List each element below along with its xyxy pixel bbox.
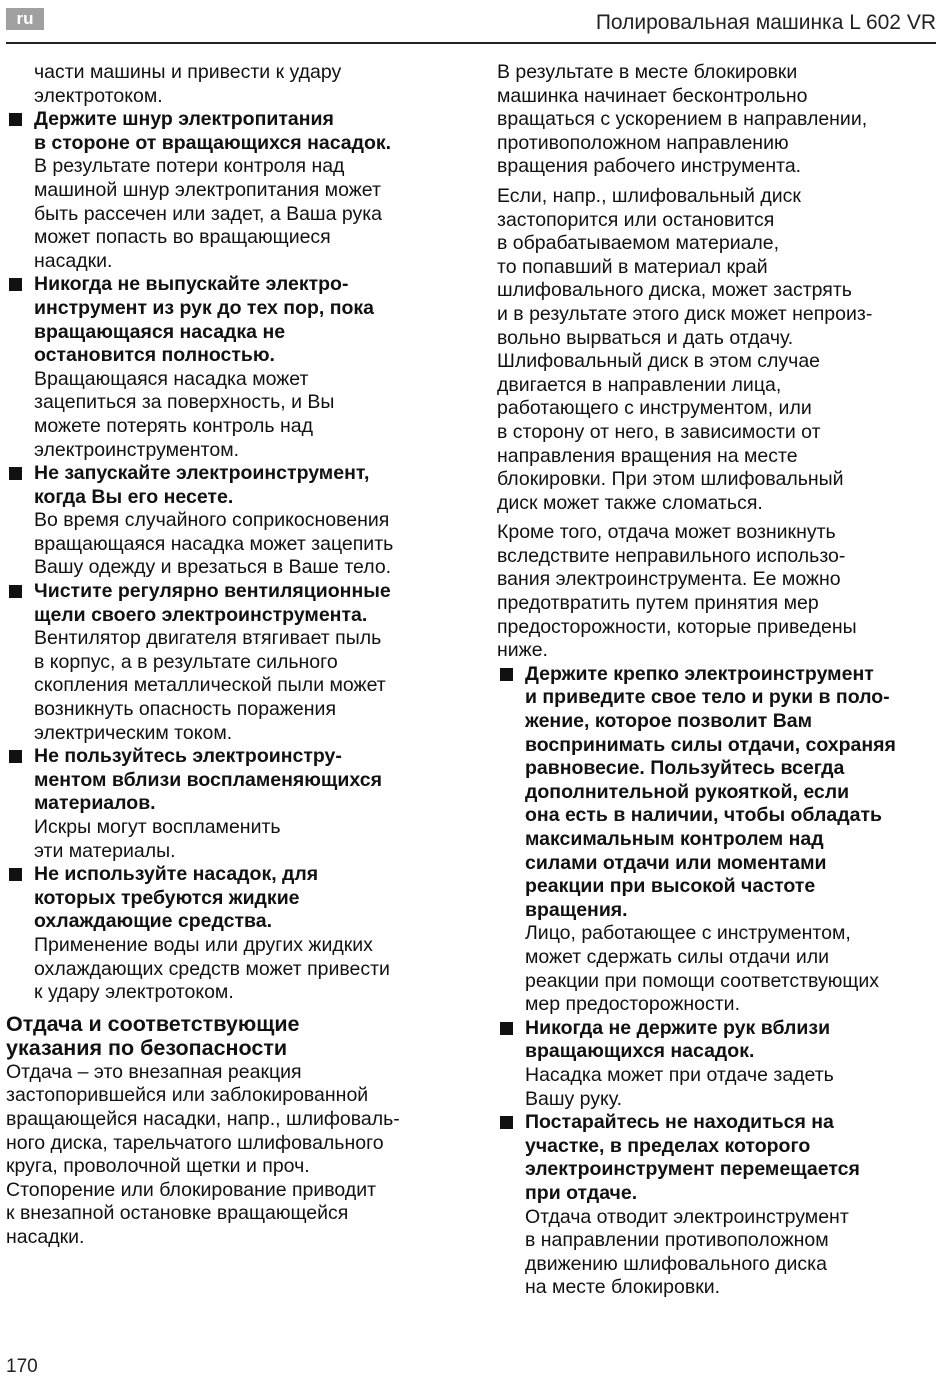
paragraph-line: электротоком. xyxy=(34,84,163,107)
item-heading-line: воспринимать силы отдачи, сохраняя xyxy=(525,733,896,756)
item-text-line: к удару электротоком. xyxy=(34,981,234,1004)
item-heading-line: Чистите регулярно вентиляционные xyxy=(34,580,391,603)
paragraph-line: Шлифовальный диск в этом случае xyxy=(497,350,821,373)
square-bullet-icon xyxy=(9,750,22,763)
paragraph-line: застопорившейся или заблокированной xyxy=(6,1084,369,1107)
item-text-line: машиной шнур электропитания может xyxy=(34,178,381,201)
square-bullet-icon xyxy=(500,668,513,681)
item-text-line: реакции при помощи соответствующих xyxy=(525,969,880,992)
item-text-line: быть рассечен или задет, а Ваша рука xyxy=(34,202,383,225)
item-text-line: может попасть во вращающиеся xyxy=(34,226,331,249)
paragraph-line: работающего с инструментом, или xyxy=(497,397,812,420)
item-text-line: электроинструментом. xyxy=(34,438,240,461)
item-heading-line: Держите крепко электроинструмент xyxy=(525,662,874,685)
item-heading-line: которых требуются жидкие xyxy=(34,886,300,909)
square-bullet-icon xyxy=(9,113,22,126)
item-heading-line: Не используйте насадок, для xyxy=(34,863,319,886)
item-text-line: зацепиться за поверхность, и Вы xyxy=(34,391,335,414)
item-heading-line: материалов. xyxy=(34,792,156,815)
paragraph-line: вращаться с ускорением в направлении, xyxy=(497,108,868,131)
page-number: 170 xyxy=(6,1356,38,1377)
paragraph-line: круга, проволочной щетки и проч. xyxy=(6,1155,310,1178)
item-heading-line: максимальным контролем над xyxy=(525,828,824,850)
paragraph-line: Кроме того, отдача может возникнуть xyxy=(497,521,836,544)
item-text-line: Во время случайного соприкосновения xyxy=(34,509,390,532)
list-item xyxy=(6,108,456,273)
item-text-line: на месте блокировки. xyxy=(525,1276,721,1299)
paragraph-line: диск может также сломаться. xyxy=(497,491,763,514)
item-text-line: электрическим током. xyxy=(34,721,233,744)
square-bullet-icon xyxy=(9,278,22,291)
item-heading-line: она есть в наличии, чтобы обладать xyxy=(525,804,882,827)
item-heading-line: ментом вблизи воспламеняющихся xyxy=(34,768,382,791)
section-heading xyxy=(6,1012,456,1061)
right-column xyxy=(497,61,937,1300)
paragraph-line: Стопорение или блокирование приводит xyxy=(6,1178,377,1201)
item-heading-line: в стороне от вращающихся насадок. xyxy=(34,131,392,154)
item-text-line: Отдача отводит электроинструмент xyxy=(525,1205,849,1228)
item-heading-line: и приведите свое тело и руки в поло- xyxy=(525,686,890,709)
item-heading-line: Не запускайте электроинструмент, xyxy=(34,462,370,485)
item-text-line: эти материалы. xyxy=(34,839,176,862)
paragraph-line: направления вращения на месте xyxy=(497,444,798,467)
paragraph-line: в обрабатываемом материале, xyxy=(497,232,780,255)
paragraph-line: вращающейся насадки, напр., шлифоваль- xyxy=(6,1107,400,1130)
item-text-line: В результате потери контроля над xyxy=(34,155,345,178)
list-item xyxy=(6,745,456,863)
item-heading-line: Постарайтесь не находиться на xyxy=(525,1111,834,1134)
paragraph-line: к внезапной остановке вращающейся xyxy=(6,1202,349,1225)
paragraph-line: шлифовального диска, может застрять xyxy=(497,279,852,302)
item-heading-line: вращения. xyxy=(525,898,628,921)
paragraph-line: ниже. xyxy=(497,639,548,662)
item-text-line: в направлении противоположном xyxy=(525,1229,829,1252)
heading-line: указания по безопасности xyxy=(6,1036,288,1061)
paragraph-line: и в результате этого диск может непроиз- xyxy=(497,302,873,325)
paragraph-line: машинка начинает бесконтрольно xyxy=(497,84,808,107)
item-text-line: Лицо, работающее с инструментом, xyxy=(525,922,851,945)
item-heading-line: дополнительной рукояткой, если xyxy=(525,780,850,803)
item-text-line: можете потерять контроль над xyxy=(34,414,313,437)
square-bullet-icon xyxy=(500,1022,513,1035)
item-text-line: Вентилятор двигателя втягивает пыль xyxy=(34,627,382,650)
paragraph-line: то попавший в материал край xyxy=(497,255,768,278)
paragraph-line: вания электроинструмента. Ее можно xyxy=(497,568,841,591)
list-item xyxy=(497,1017,937,1111)
left-column xyxy=(6,61,456,1250)
item-heading-line: щели своего электроинструмента. xyxy=(34,603,368,626)
item-text-line: может сдержать силы отдачи или xyxy=(525,945,829,968)
square-bullet-icon xyxy=(500,1116,513,1129)
paragraph-line: Если, напр., шлифовальный диск xyxy=(497,184,801,207)
item-text-line: Искры могут воспламенить xyxy=(34,816,281,838)
item-heading-line: жение, которое позволит Вам xyxy=(525,710,813,733)
paragraph-line: В результате в месте блокировки xyxy=(497,61,798,83)
paragraph xyxy=(6,1061,456,1250)
item-text-line: насадки. xyxy=(34,249,113,272)
paragraph-line: части машины и привести к удару xyxy=(34,61,342,83)
square-bullet-icon xyxy=(9,868,22,881)
item-heading-line: вращающихся насадок. xyxy=(525,1040,755,1063)
header-title: Полировальная машинка L 602 VR xyxy=(595,11,936,34)
item-heading-line: Никогда не выпускайте электро- xyxy=(34,273,349,296)
item-text-line: мер предосторожности. xyxy=(525,993,740,1016)
list-item xyxy=(6,580,456,745)
item-text-line: охлаждающих средств может привести xyxy=(34,957,390,980)
item-heading-line: равновесие. Пользуйтесь всегда xyxy=(525,757,845,780)
list-item xyxy=(6,462,456,580)
square-bullet-icon xyxy=(9,467,22,480)
paragraph-line: ного диска, тарельчатого шлифовального xyxy=(6,1131,384,1154)
list-item xyxy=(497,663,937,1017)
item-heading-line: электроинструмент перемещается xyxy=(525,1158,860,1181)
paragraph-line: предотвратить путем принятия мер xyxy=(497,592,819,615)
paragraph-line: Отдача – это внезапная реакция xyxy=(6,1060,302,1083)
item-heading-line: инструмент из рук до тех пор, пока xyxy=(34,296,375,319)
paragraph-line: вращения рабочего инструмента. xyxy=(497,155,802,178)
item-heading-line: Никогда не держите рук вблизи xyxy=(525,1016,831,1039)
item-heading-line: остановится полностью. xyxy=(34,344,275,367)
item-text-line: Насадка может при отдаче задеть xyxy=(525,1063,834,1086)
item-text-line: возникнуть опасность поражения xyxy=(34,698,337,721)
list-item xyxy=(497,1111,937,1300)
paragraph-line: в сторону от него, в зависимости от xyxy=(497,420,821,443)
paragraph-line: вольно вырваться и дать отдачу. xyxy=(497,326,794,349)
square-bullet-icon xyxy=(9,585,22,598)
item-text-line: Вращающаяся насадка может xyxy=(34,367,309,390)
item-text-line: движению шлифовального диска xyxy=(525,1252,827,1275)
list-item xyxy=(6,863,456,1005)
item-heading-line: силами отдачи или моментами xyxy=(525,851,827,874)
item-text-line: Вашу одежду и врезаться в Ваше тело. xyxy=(34,556,392,579)
paragraph-line: насадки. xyxy=(6,1225,85,1248)
paragraph-line: вследствите неправильного использо- xyxy=(497,544,846,567)
item-text-line: в корпус, а в результате сильного xyxy=(34,650,338,673)
page-header xyxy=(6,0,936,44)
paragraph-line: предосторожности, которые приведены xyxy=(497,615,857,638)
paragraph-line: блокировки. При этом шлифовальный xyxy=(497,468,844,491)
paragraph xyxy=(497,185,937,515)
language-badge: ru xyxy=(6,8,44,30)
item-heading-line: при отдаче. xyxy=(525,1181,638,1204)
paragraph-line: противоположном направлению xyxy=(497,131,789,154)
item-text-line: Применение воды или других жидких xyxy=(34,933,373,956)
item-heading-line: когда Вы его несете. xyxy=(34,485,234,508)
item-text-line: Вашу руку. xyxy=(525,1087,623,1110)
item-heading-line: реакции при высокой частоте xyxy=(525,875,816,898)
item-heading-line: Держите шнур электропитания xyxy=(34,108,334,131)
heading-line: Отдача и соответствующие xyxy=(6,1011,300,1036)
list-item xyxy=(6,273,456,462)
item-heading-line: участке, в пределах которого xyxy=(525,1134,811,1157)
item-heading-line: охлаждающие средства. xyxy=(34,910,273,933)
paragraph xyxy=(497,521,937,663)
paragraph-line: застопорится или остановится xyxy=(497,208,775,231)
item-text-line: скопления металлической пыли может xyxy=(34,674,386,697)
continued-text xyxy=(6,61,456,108)
paragraph xyxy=(497,61,937,179)
item-heading-line: вращающаяся насадка не xyxy=(34,320,286,343)
item-text-line: вращающаяся насадка может зацепить xyxy=(34,532,394,555)
item-heading-line: Не пользуйтесь электроинстру- xyxy=(34,745,342,768)
paragraph-line: двигается в направлении лица, xyxy=(497,373,782,396)
